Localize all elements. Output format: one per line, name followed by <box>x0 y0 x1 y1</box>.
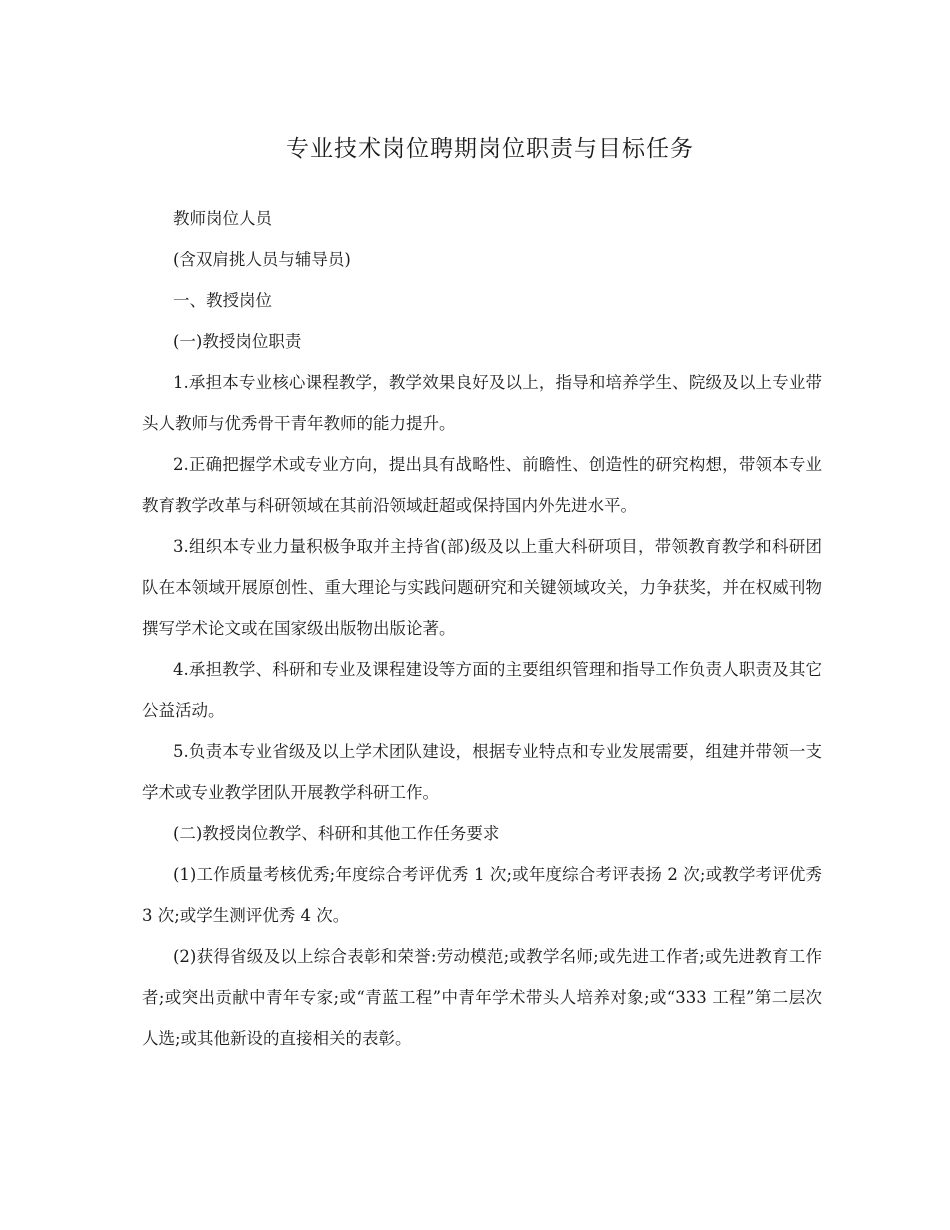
duty-item-3: 3.组织本专业力量积极争取并主持省(部)级及以上重大科研项目，带领教育教学和科研团队在本领域开展原创性、重大理论与实践问题研究和关键领域攻关，力争获奖，并在权威刊物撰写学术论文或在国家级出版物出版论著。 <box>142 537 822 638</box>
paragraph-scope-note: (含双肩挑人员与辅导员) <box>173 250 351 269</box>
paragraph-staff-category: 教师岗位人员 <box>173 209 272 228</box>
requirement-item-2: (2)获得省级及以上综合表彰和荣誉:劳动模范;或教学名师;或先进工作者;或先进教育工作者;或突出贡献中青年专家;或“青蓝工程”中青年学术带头人培养对象;或“333 工程”第二层次人选;或其他新设的直接相关的表彰。 <box>142 947 822 1048</box>
document-body <box>142 198 822 1059</box>
duty-item-5: 5.负责本专业省级及以上学术团队建设，根据专业特点和专业发展需要，组建并带领一支学术或专业教学团队开展教学科研工作。 <box>142 742 822 802</box>
document-title: 专业技术岗位聘期岗位职责与目标任务 <box>286 136 694 162</box>
subheading-duties: (一)教授岗位职责 <box>173 332 302 351</box>
requirement-item-1: (1)工作质量考核优秀;年度综合考评优秀 1 次;或年度综合考评表扬 2 次;或教学考评优秀 3 次;或学生测评优秀 4 次。 <box>142 865 822 925</box>
duty-item-1: 1.承担本专业核心课程教学，教学效果良好及以上，指导和培养学生、院级及以上专业带头人教师与优秀骨干青年教师的能力提升。 <box>142 373 822 433</box>
duty-item-2: 2.正确把握学术或专业方向，提出具有战略性、前瞻性、创造性的研究构想，带领本专业教育教学改革与科研领域在其前沿领域赶超或保持国内外先进水平。 <box>142 455 822 515</box>
subheading-task-requirements: (二)教授岗位教学、科研和其他工作任务要求 <box>173 824 500 843</box>
duty-item-4: 4.承担教学、科研和专业及课程建设等方面的主要组织管理和指导工作负责人职责及其它公益活动。 <box>142 660 822 720</box>
heading-professor-position: 一、教授岗位 <box>173 291 272 310</box>
